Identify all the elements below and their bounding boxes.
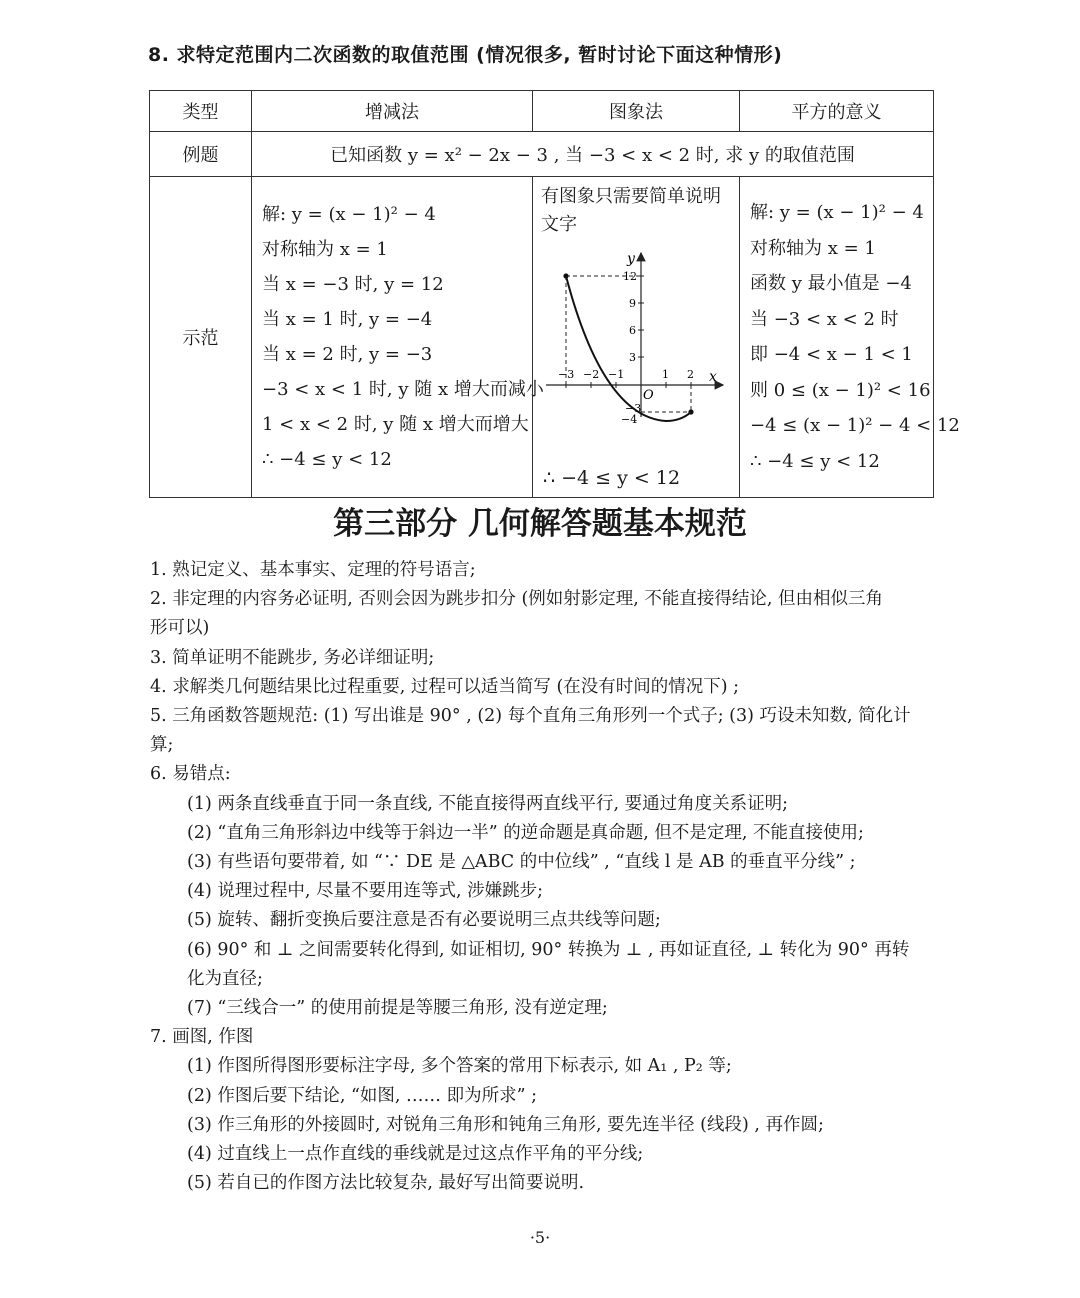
parabola-graph [541,247,731,427]
x-tick-label: −3 [558,368,575,381]
sub-item: (1) 两条直线垂直于同一条直线, 不能直接得两直线平行, 要通过角度关系证明; [187,793,788,814]
header-method1: 增减法 [252,91,533,132]
sub-item: (3) 作三角形的外接圆时, 对锐角三角形和钝角三角形, 要先连半径 (线段) , 再作圆; [187,1114,824,1135]
method3-cell [740,177,960,498]
sub-item: (2) 作图后要下结论, “如图, …… 即为所求” ; [187,1085,538,1106]
method1-line: 当 x = 1 时, y = −4 [262,309,433,330]
method1-line: ∴ −4 ≤ y < 12 [262,449,392,470]
method3-line: 即 −4 < x − 1 < 1 [750,344,913,365]
y-tick-label: −3 [625,402,642,415]
endpoint-right [688,409,693,414]
sub-item: (1) 作图所得图形要标注字母, 多个答案的常用下标表示, 如 A₁ , P₂ 等; [187,1056,732,1077]
method1-line: 对称轴为 x = 1 [262,239,388,260]
rule-item: 2. 非定理的内容务必证明, 否则会因为跳步扣分 (例如射影定理, 不能直接得结论, 但由相似三角 [150,589,884,610]
rule-item: 1. 熟记定义、基本事实、定理的符号语言; [150,560,476,580]
method1-cell [252,177,544,498]
sub-item: (3) 有些语句要带着, 如 “∵ DE 是 △ABC 的中位线” , “直线 l 是 AB 的垂直平分线” ; [187,852,856,873]
method2-cell [533,177,740,498]
sub-item: 化为直径; [187,968,263,989]
x-tick-label: 1 [662,368,669,381]
sub-item: (6) 90° 和 ⊥ 之间需要转化得到, 如证相切, 90° 转换为 ⊥ , 再如证直径, ⊥ 转化为 90° 再转 [187,939,910,960]
y-tick-label: 12 [623,270,637,283]
rule-item: 形可以) [150,618,210,639]
y-tick-label: 3 [629,351,636,364]
method3-line: 当 −3 < x < 2 时 [750,308,899,330]
example-label: 例题 [150,132,252,177]
rule-item: 4. 求解类几何题结果比过程重要, 过程可以适当简写 (在没有时间的情况下) ; [150,676,740,697]
graph-result: ∴ −4 ≤ y < 12 [543,467,681,489]
x-axis-label: x [709,369,717,385]
method3-line: ∴ −4 ≤ y < 12 [750,450,880,472]
header-type: 类型 [150,91,252,132]
example-row [150,132,934,177]
table-header-row [150,91,934,132]
method3-line: 函数 y 最小值是 −4 [750,273,912,294]
x-tick-label: −1 [608,368,625,381]
y-axis-label: y [627,251,635,267]
sub-item: (4) 过直线上一点作直线的垂线就是过这点作平角的平分线; [187,1144,644,1165]
y-tick-label: −4 [621,413,638,426]
demo-row [150,177,934,498]
example-text: 已知函数 y = x² − 2x − 3 , 当 −3 < x < 2 时, 求 y 的取值范围 [252,132,934,177]
sub-item: (5) 若自已的作图方法比较复杂, 最好写出简要说明. [187,1173,585,1194]
page-number: ·5· [529,1228,551,1247]
geometry-rules [150,556,940,1198]
x-tick-label: 2 [687,368,694,381]
method1-line: 解: y = (x − 1)² − 4 [262,204,436,225]
y-tick-label: 6 [629,324,636,337]
sub-item: (7) “三线合一” 的使用前提是等腰三角形, 没有逆定理; [187,998,608,1019]
rule-item: 算; [150,735,174,756]
rule-item: 3. 简单证明不能跳步, 务必详细证明; [150,647,435,668]
rule-item: 7. 画图, 作图 [150,1027,254,1048]
graph-note: 有图象只需要简单说明文字 [541,186,721,235]
y-tick-label: 9 [629,297,636,310]
method1-line: −3 < x < 1 时, y 随 x 增大而减小 [262,379,544,400]
rule-item: 6. 易错点: [150,764,231,785]
method3-line: −4 ≤ (x − 1)² − 4 < 12 [750,415,960,436]
method1-line: 1 < x < 2 时, y 随 x 增大而增大 [262,414,529,435]
method3-line: 对称轴为 x = 1 [750,237,876,259]
sub-item: (4) 说理过程中, 尽量不要用连等式, 涉嫌跳步; [187,881,543,902]
method3-line: 则 0 ≤ (x − 1)² < 16 [750,379,931,401]
endpoint-left [563,273,568,278]
method1-line: 当 x = 2 时, y = −3 [262,344,433,365]
section-title: 第三部分 几何解答题基本规范 [333,506,747,542]
method-table [149,90,960,498]
x-tick-label: −2 [583,368,600,381]
header-method3: 平方的意义 [740,91,934,132]
demo-label: 示范 [150,177,252,498]
rule-item: 5. 三角函数答题规范: (1) 写出谁是 90° , (2) 每个直角三角形列一个式子; (3) 巧设未知数, 简化计 [150,706,911,727]
origin-label: O [643,388,654,403]
section-8-heading: 8. 求特定范围内二次函数的取值范围 (情况很多, 暂时讨论下面这种情形) [148,44,783,66]
method3-line: 解: y = (x − 1)² − 4 [750,202,924,223]
method1-line: 当 x = −3 时, y = 12 [262,274,444,295]
header-method2: 图象法 [533,91,740,132]
sub-item: (5) 旋转、翻折变换后要注意是否有必要说明三点共线等问题; [187,910,661,931]
sub-item: (2) “直角三角形斜边中线等于斜边一半” 的逆命题是真命题, 但不是定理, 不能直接使用; [187,822,864,843]
